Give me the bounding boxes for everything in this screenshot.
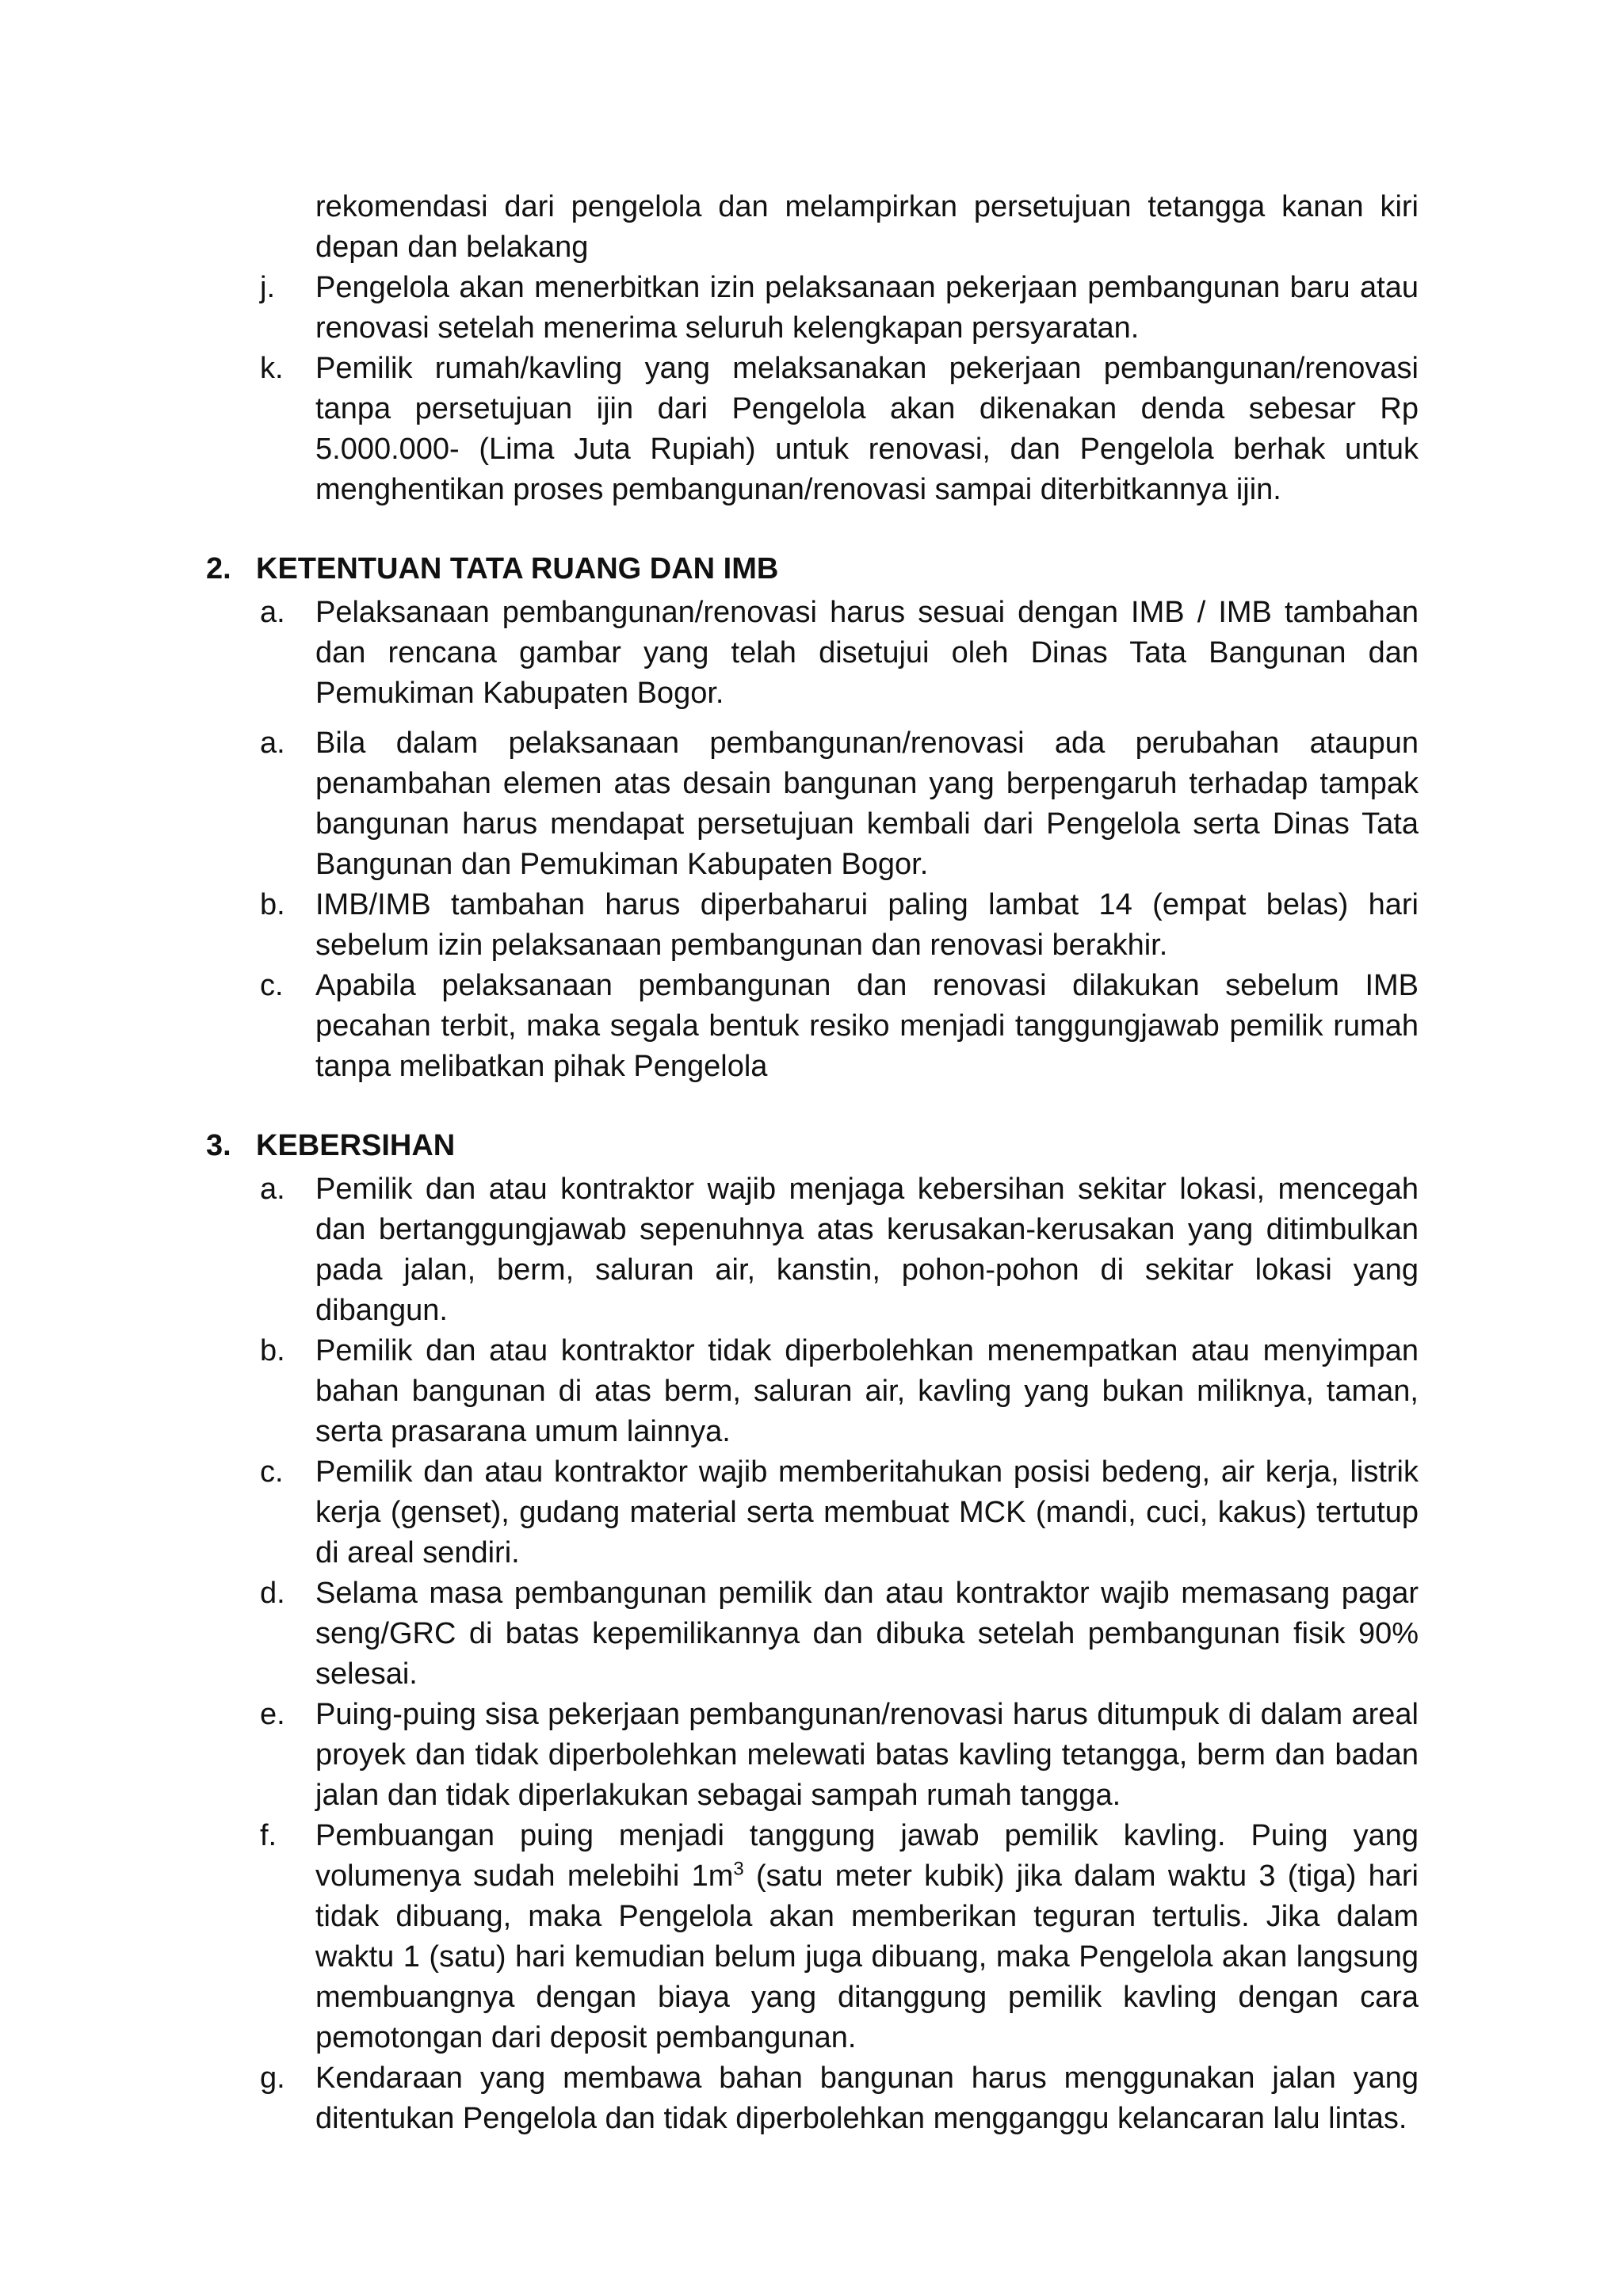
list-item-k [206, 349, 1419, 510]
list-item-j [206, 268, 1419, 349]
list-item-3d [206, 1573, 1419, 1695]
list-item-text-part: Pembuangan puing menjadi tanggung jawab pemilik kavling. Puing yang volumenya sudah melebihi 1m [315, 1819, 1419, 1893]
list-item-text: Pemilik rumah/kavling yang melaksanakan pekerjaan pembangunan/renovasi tanpa persetujuan ijin dari Pengelola akan dikenakan denda sebesar Rp 5.000.000- (Lima Juta Rupiah) untuk renovasi, dan Pengelola berhak untuk menghentikan proses pembangunan/renovasi sampai diterbitkannya ijin. [315, 352, 1419, 506]
list-item-text: Bila dalam pelaksanaan pembangunan/renovasi ada perubahan ataupun penambahan elemen atas desain bangunan yang berpengaruh terhadap tampak bangunan harus mendapat persetujuan kembali dari Pengelola serta Dinas Tata Bangunan dan Pemukiman Kabupaten Bogor. [315, 727, 1419, 881]
section-number: 2. [206, 552, 231, 585]
list-marker: g. [260, 2061, 285, 2095]
list-item-text: Pemilik dan atau kontraktor wajib memberitahukan posisi bedeng, air kerja, listrik kerja (genset), gudang material serta membuat MCK (mandi, cuci, kakus) tertutup di areal sendiri. [315, 1455, 1419, 1569]
list-item-text: Pemilik dan atau kontraktor tidak diperbolehkan menempatkan atau menyimpan bahan bangunan di atas berm, saluran air, kavling yang bukan miliknya, taman, serta prasarana umum lainnya. [315, 1334, 1419, 1448]
section-title: KEBERSIHAN [256, 1129, 456, 1162]
list-item-2a-second [206, 723, 1419, 885]
section-heading-3 [206, 1126, 1419, 1166]
list-marker: f. [260, 1819, 277, 1852]
list-marker: c. [260, 969, 284, 1002]
list-marker: k. [260, 352, 284, 385]
list-item-3c [206, 1452, 1419, 1573]
list-item-text [315, 1816, 1419, 2058]
list-item-text: Pemilik dan atau kontraktor wajib menjaga kebersihan sekitar lokasi, mencegah dan bertanggungjawab sepenuhnya atas kerusakan-kerusakan yang ditimbulkan pada jalan, berm, saluran air, kanstin, pohon-pohon di sekitar lokasi yang dibangun. [315, 1173, 1419, 1327]
list-item-text: Puing-puing sisa pekerjaan pembangunan/renovasi harus ditumpuk di dalam areal proyek dan tidak diperbolehkan melewati batas kavling tetangga, berm dan badan jalan dan tidak diperlakukan sebagai sampah rumah tangga. [315, 1698, 1419, 1812]
list-item-3b [206, 1331, 1419, 1452]
list-item-3e [206, 1695, 1419, 1816]
superscript: 3 [733, 1858, 744, 1880]
list-item-text: Selama masa pembangunan pemilik dan atau kontraktor wajib memasang pagar seng/GRC di batas kepemilikannya dan dibuka setelah pembangunan fisik 90% selesai. [315, 1577, 1419, 1691]
section-number: 3. [206, 1129, 231, 1162]
section-title: KETENTUAN TATA RUANG DAN IMB [256, 552, 779, 585]
list-item-text: Kendaraan yang membawa bahan bangunan harus menggunakan jalan yang ditentukan Pengelola dan tidak diperbolehkan mengganggu kelancaran lalu lintas. [315, 2061, 1419, 2135]
list-marker: a. [260, 1173, 285, 1206]
list-item-2a [206, 593, 1419, 714]
section-heading-2 [206, 549, 1419, 589]
list-item-2b [206, 885, 1419, 966]
document-body [206, 187, 1419, 2139]
list-marker: c. [260, 1455, 284, 1489]
list-item-3f [206, 1816, 1419, 2058]
list-item-text: IMB/IMB tambahan harus diperbaharui paling lambat 14 (empat belas) hari sebelum izin pelaksanaan pembangunan dan renovasi berakhir. [315, 888, 1419, 962]
list-item-text: Apabila pelaksanaan pembangunan dan renovasi dilakukan sebelum IMB pecahan terbit, maka segala bentuk resiko menjadi tanggungjawab pemilik rumah tanpa melibatkan pihak Pengelola [315, 969, 1419, 1083]
list-item-3g [206, 2058, 1419, 2139]
list-marker: a. [260, 596, 285, 629]
continuation-text: rekomendasi dari pengelola dan melampirkan persetujuan tetangga kanan kiri depan dan belakang [315, 190, 1419, 264]
list-item-text: Pengelola akan menerbitkan izin pelaksanaan pekerjaan pembangunan baru atau renovasi setelah menerima seluruh kelengkapan persyaratan. [315, 271, 1419, 345]
list-marker: b. [260, 1334, 285, 1367]
list-marker: d. [260, 1577, 285, 1610]
list-marker: a. [260, 727, 285, 760]
list-item-2c [206, 966, 1419, 1087]
list-marker: b. [260, 888, 285, 921]
list-item-3a [206, 1169, 1419, 1331]
list-item-text-part: (satu meter kubik) jika dalam waktu 3 (tiga) hari tidak dibuang, maka Pengelola akan memberikan teguran tertulis. Jika dalam waktu 1 (satu) hari kemudian belum juga dibuang, maka Pengelola akan langsung membuangnya dengan biaya yang ditanggung pemilik kavling dengan cara pemotongan dari deposit pembangunan. [315, 1859, 1419, 2054]
list-marker: j. [260, 271, 275, 304]
list-item-text: Pelaksanaan pembangunan/renovasi harus sesuai dengan IMB / IMB tambahan dan rencana gambar yang telah disetujui oleh Dinas Tata Bangunan dan Pemukiman Kabupaten Bogor. [315, 596, 1419, 710]
list-marker: e. [260, 1698, 285, 1731]
